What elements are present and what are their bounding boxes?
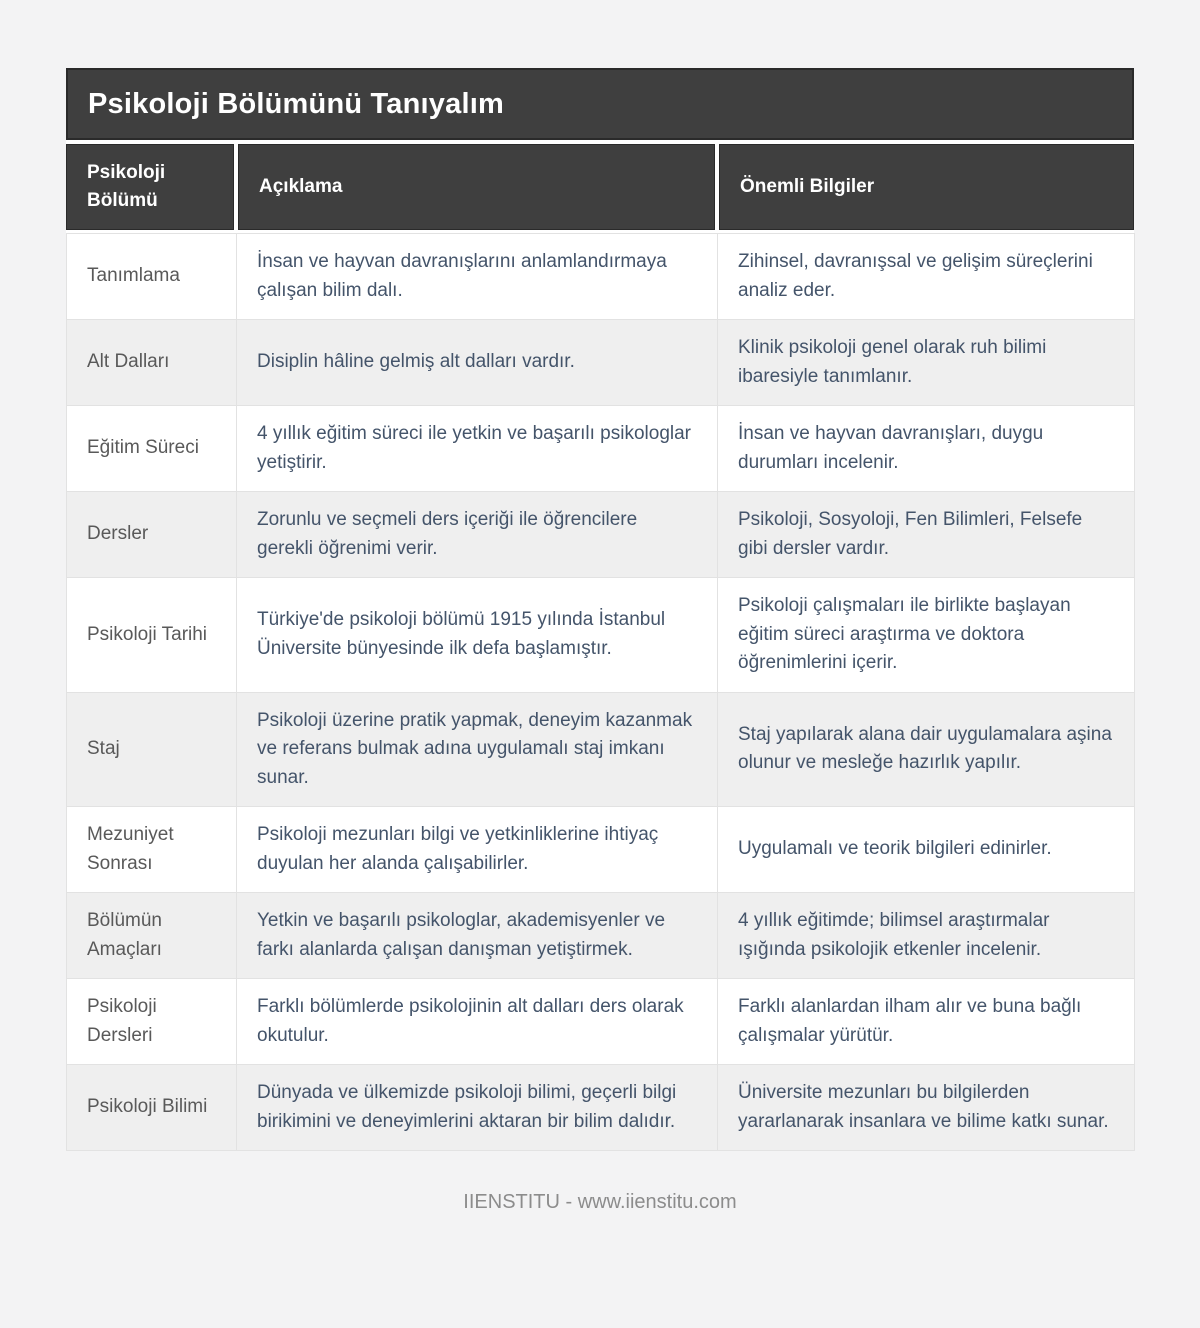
table-row: [67, 807, 1135, 893]
footer-credit: IIENSTITU - www.iienstitu.com: [463, 1191, 737, 1213]
table-row: [67, 692, 1135, 807]
onemli-bilgiler-cell: Psikoloji, Sosyoloji, Fen Bilimleri, Felsefe gibi dersler vardır.: [718, 492, 1135, 578]
row-label-cell: Bölümün Amaçları: [67, 893, 237, 979]
table-row: [67, 406, 1135, 492]
table-row: [67, 492, 1135, 578]
onemli-bilgiler-cell: Psikoloji çalışmaları ile birlikte başlayan eğitim süreci araştırma ve doktora öğrenimlerini içerir.: [718, 578, 1135, 693]
row-label-cell: Eğitim Süreci: [67, 406, 237, 492]
table-row: [67, 578, 1135, 693]
row-label-cell: Psikoloji Bilimi: [67, 1065, 237, 1151]
column-header-psikoloji-bolumu: Psikoloji Bölümü: [66, 144, 234, 230]
onemli-bilgiler-cell: Uygulamalı ve teorik bilgileri edinirler.: [718, 807, 1135, 893]
aciklama-cell: Psikoloji mezunları bilgi ve yetkinliklerine ihtiyaç duyulan her alanda çalışabilirler.: [237, 807, 718, 893]
aciklama-cell: Yetkin ve başarılı psikologlar, akademisyenler ve farkı alanlarda çalışan danışman yetiştirmek.: [237, 893, 718, 979]
table-row: [67, 893, 1135, 979]
row-label-cell: Mezuniyet Sonrası: [67, 807, 237, 893]
onemli-bilgiler-cell: Farklı alanlardan ilham alır ve buna bağlı çalışmalar yürütür.: [718, 979, 1135, 1065]
row-label-cell: Staj: [67, 692, 237, 807]
column-header-onemli-bilgiler: Önemli Bilgiler: [719, 144, 1134, 230]
table-row: [67, 320, 1135, 406]
aciklama-cell: Psikoloji üzerine pratik yapmak, deneyim kazanmak ve referans bulmak adına uygulamalı staj imkanı sunar.: [237, 692, 718, 807]
onemli-bilgiler-cell: Üniversite mezunları bu bilgilerden yararlanarak insanlara ve bilime katkı sunar.: [718, 1065, 1135, 1151]
info-table-block: [66, 68, 1134, 1151]
aciklama-cell: Türkiye'de psikoloji bölümü 1915 yılında İstanbul Üniversite bünyesinde ilk defa başlamıştır.: [237, 578, 718, 693]
row-label-cell: Tanımlama: [67, 234, 237, 320]
page-title: Psikoloji Bölümünü Tanıyalım: [88, 87, 504, 120]
table-row: [67, 234, 1135, 320]
info-table: [66, 233, 1135, 1151]
table-row: [67, 1065, 1135, 1151]
row-label-cell: Psikoloji Tarihi: [67, 578, 237, 693]
aciklama-cell: Disiplin hâline gelmiş alt dalları vardır.: [237, 320, 718, 406]
onemli-bilgiler-cell: Staj yapılarak alana dair uygulamalara aşina olunur ve mesleğe hazırlık yapılır.: [718, 692, 1135, 807]
onemli-bilgiler-cell: Zihinsel, davranışsal ve gelişim süreçlerini analiz eder.: [718, 234, 1135, 320]
aciklama-cell: 4 yıllık eğitim süreci ile yetkin ve başarılı psikologlar yetiştirir.: [237, 406, 718, 492]
onemli-bilgiler-cell: 4 yıllık eğitimde; bilimsel araştırmalar ışığında psikolojik etkenler incelenir.: [718, 893, 1135, 979]
table-header-row: [66, 144, 1134, 230]
aciklama-cell: Dünyada ve ülkemizde psikoloji bilimi, geçerli bilgi birikimini ve deneyimlerini aktaran bir bilim dalıdır.: [237, 1065, 718, 1151]
onemli-bilgiler-cell: Klinik psikoloji genel olarak ruh bilimi ibaresiyle tanımlanır.: [718, 320, 1135, 406]
row-label-cell: Alt Dalları: [67, 320, 237, 406]
aciklama-cell: İnsan ve hayvan davranışlarını anlamlandırmaya çalışan bilim dalı.: [237, 234, 718, 320]
aciklama-cell: Farklı bölümlerde psikolojinin alt dalları ders olarak okutulur.: [237, 979, 718, 1065]
aciklama-cell: Zorunlu ve seçmeli ders içeriği ile öğrencilere gerekli öğrenimi verir.: [237, 492, 718, 578]
column-header-aciklama: Açıklama: [238, 144, 715, 230]
title-bar: [66, 68, 1134, 140]
page-container: [66, 0, 1134, 1214]
table-row: [67, 979, 1135, 1065]
row-label-cell: Psikoloji Dersleri: [67, 979, 237, 1065]
row-label-cell: Dersler: [67, 492, 237, 578]
onemli-bilgiler-cell: İnsan ve hayvan davranışları, duygu durumları incelenir.: [718, 406, 1135, 492]
